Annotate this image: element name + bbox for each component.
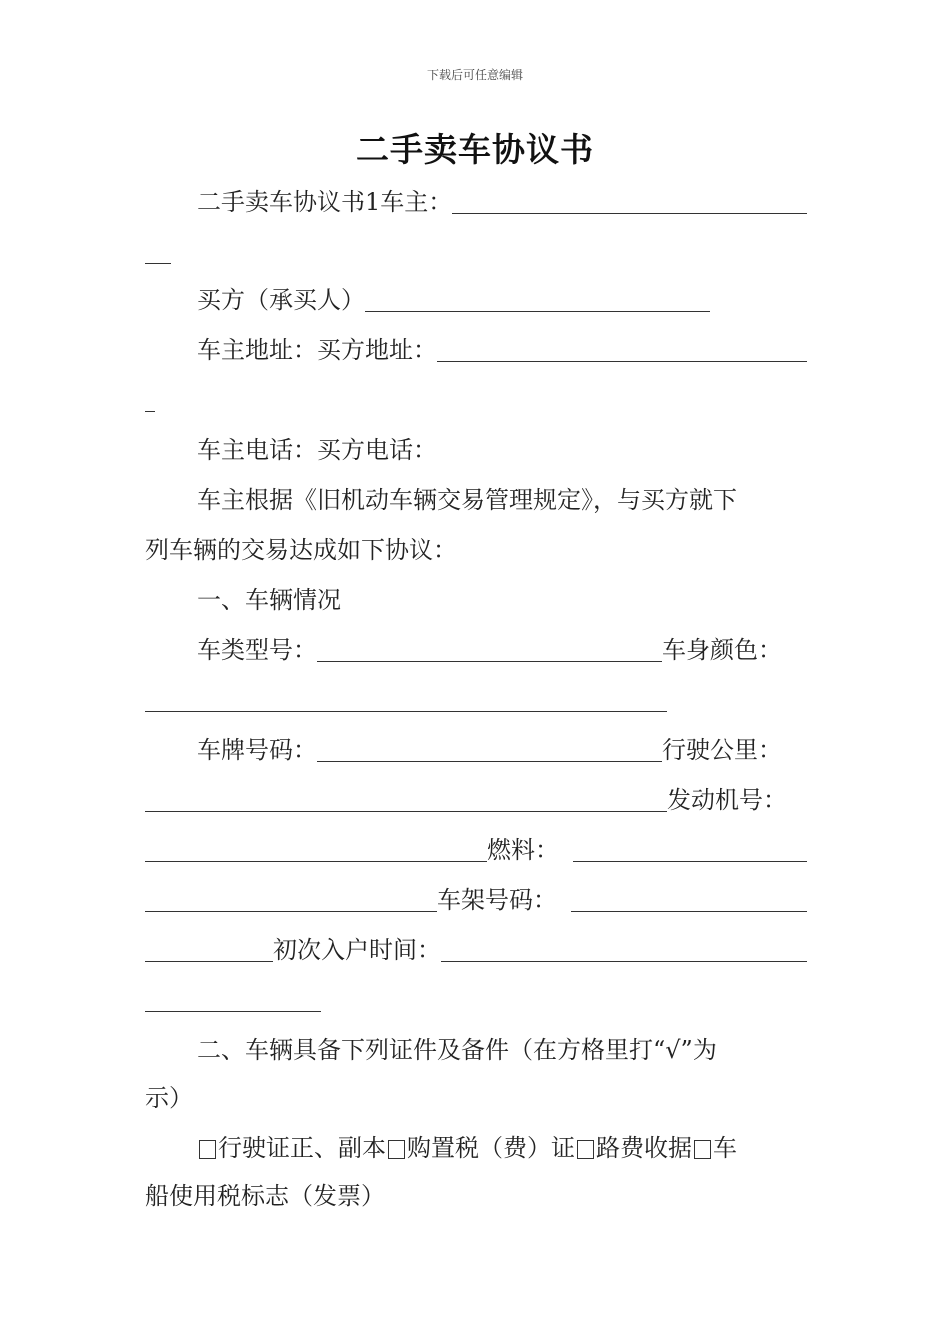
license-checkbox[interactable]: [199, 1140, 216, 1159]
model-label: 车类型号：: [197, 636, 317, 664]
fuel-label: 燃料：: [487, 836, 559, 864]
register-blank-continued[interactable]: [145, 981, 321, 1012]
frame-blank-continued[interactable]: [145, 931, 273, 962]
frame-blank[interactable]: [571, 881, 807, 912]
header-note: 下载后可任意编辑: [426, 68, 523, 82]
address-label: 车主地址：买方地址：: [197, 336, 437, 364]
color-blank-line: [145, 680, 807, 720]
engine-blank[interactable]: [145, 831, 487, 862]
vessel-tax-checkbox[interactable]: [694, 1140, 711, 1159]
address-blank[interactable]: [437, 331, 807, 362]
mileage-blank[interactable]: [145, 781, 667, 812]
vessel-tax-label-prefix: 车: [713, 1134, 737, 1162]
owner-line: [145, 182, 807, 222]
plate-label: 车牌号码：: [197, 736, 317, 764]
color-label: 车身颜色：: [662, 636, 782, 664]
intro-line-1: [145, 480, 807, 520]
section-1-heading: [145, 580, 807, 620]
intro-text-2: 列车辆的交易达成如下协议：: [145, 536, 457, 564]
address-line-continued: [145, 380, 807, 420]
phone-label: 车主电话：买方电话：: [197, 436, 437, 464]
section-2-title: 二、车辆具备下列证件及备件（在方格里打“√”为: [197, 1036, 717, 1064]
section-2-title-continued: 示）: [145, 1084, 193, 1112]
fuel-blank[interactable]: [573, 831, 807, 862]
intro-text-1: 车主根据《旧机动车辆交易管理规定》，与买方就下: [197, 486, 737, 514]
plate-blank[interactable]: [317, 731, 662, 762]
intro-line-2: [145, 530, 807, 570]
fuel-blank-continued[interactable]: [145, 881, 437, 912]
document-checklist-continued: [145, 1176, 807, 1216]
document-checklist-line: [145, 1128, 807, 1168]
section-1-title: 一、车辆情况: [197, 586, 341, 614]
buyer-line: [145, 280, 807, 320]
toll-receipt-checkbox[interactable]: [577, 1140, 594, 1159]
register-blank[interactable]: [441, 931, 807, 962]
model-color-line: [145, 630, 807, 670]
frame-label: 车架号码：: [437, 886, 557, 914]
register-blank-line: [145, 980, 807, 1020]
engine-fuel-line: [145, 830, 807, 870]
phone-line: [145, 430, 807, 470]
purchase-tax-label: 购置税（费）证: [407, 1134, 575, 1162]
color-blank[interactable]: [145, 681, 667, 712]
owner-blank-continued[interactable]: [145, 233, 171, 264]
engine-label: 发动机号：: [667, 786, 787, 814]
owner-line-continued: [145, 232, 807, 272]
owner-blank[interactable]: [452, 183, 807, 214]
vessel-tax-label: 船使用税标志（发票）: [145, 1182, 385, 1210]
model-blank[interactable]: [317, 631, 662, 662]
plate-mileage-line: [145, 730, 807, 770]
fuel-frame-line: [145, 880, 807, 920]
address-blank-continued[interactable]: [145, 381, 155, 412]
address-line: [145, 330, 807, 370]
register-label: 初次入户时间：: [273, 936, 441, 964]
buyer-label: 买方（承买人）: [197, 286, 365, 314]
mileage-label: 行驶公里：: [662, 736, 782, 764]
section-2-heading-continued: [145, 1078, 807, 1118]
section-2-heading: [145, 1030, 807, 1070]
toll-receipt-label: 路费收据: [596, 1134, 692, 1162]
buyer-blank[interactable]: [365, 281, 710, 312]
license-label: 行驶证正、副本: [218, 1134, 386, 1162]
mileage-engine-line: [145, 780, 807, 820]
document-title: 二手卖车协议书: [356, 130, 594, 169]
purchase-tax-checkbox[interactable]: [388, 1140, 405, 1159]
owner-label: 二手卖车协议书1车主：: [197, 188, 453, 216]
frame-register-line: [145, 930, 807, 970]
